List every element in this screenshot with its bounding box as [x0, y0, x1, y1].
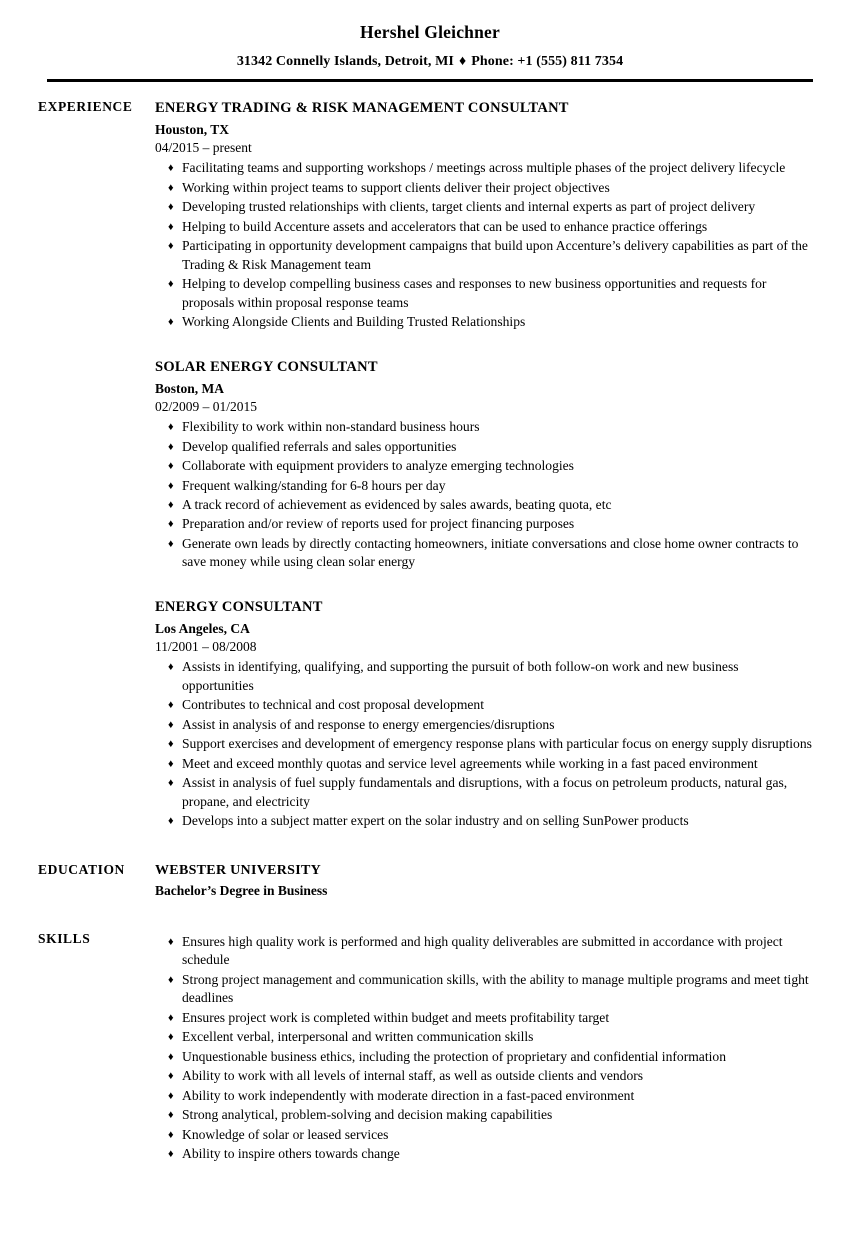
bullet-icon: ♦: [168, 537, 174, 550]
bullet-icon: ♦: [168, 181, 174, 194]
bullet-icon: ♦: [168, 316, 174, 329]
bullet-text: Strong analytical, problem-solving and decision making capabilities: [182, 1107, 553, 1123]
list-item: [155, 313, 812, 331]
bullet-icon: ♦: [168, 1089, 174, 1102]
bullet-icon: ♦: [168, 699, 174, 712]
list-item: [155, 218, 812, 236]
list-item: [155, 696, 812, 714]
bullet-text: Preparation and/or review of reports used for project financing purposes: [182, 516, 575, 532]
list-item: [155, 735, 812, 753]
bullet-icon: ♦: [168, 460, 174, 473]
resume-header: [0, 0, 860, 82]
section-education: [0, 862, 860, 900]
bullet-icon: ♦: [168, 1070, 174, 1083]
skills-content-column: [155, 931, 860, 1164]
bullet-text: Knowledge of solar or leased services: [182, 1126, 389, 1142]
bullet-text: Assists in identifying, qualifying, and supporting the pursuit of both follow-on work and new business opportunities: [182, 659, 739, 693]
job-dates: 02/2009 – 01/2015: [155, 398, 258, 414]
list-item: [155, 438, 812, 456]
bullet-icon: ♦: [168, 518, 174, 531]
list-item: [155, 1126, 812, 1144]
job-bullet-list: [155, 159, 812, 331]
list-item: [155, 179, 812, 197]
bullet-icon: ♦: [168, 815, 174, 828]
list-item: [155, 535, 812, 572]
bullet-text: Collaborate with equipment providers to analyze emerging technologies: [182, 458, 574, 474]
bullet-text: Ensures high quality work is performed and high quality deliverables are submitted in accordance with project schedule: [182, 933, 783, 968]
bullet-text: A track record of achievement as evidenced by sales awards, beating quota, etc: [182, 496, 612, 512]
job-title: ENERGY TRADING & RISK MANAGEMENT CONSULTANT: [155, 100, 569, 117]
bullet-text: Assist in analysis of fuel supply fundamentals and disruptions, with a focus on petroleum products, natural gas, propane, and electricity: [182, 775, 788, 809]
education-label-column: [0, 862, 155, 879]
diamond-separator-icon: ♦: [458, 54, 467, 70]
list-item: [155, 275, 812, 312]
bullet-text: Develops into a subject matter expert on the solar industry and on selling SunPower products: [182, 813, 689, 829]
education-school: WEBSTER UNIVERSITY: [155, 862, 322, 878]
list-item: [155, 496, 812, 514]
bullet-icon: ♦: [168, 201, 174, 214]
bullet-text: Ability to work independently with moderate direction in a fast-paced environment: [182, 1087, 635, 1103]
bullet-icon: ♦: [168, 240, 174, 253]
job-location: Boston, MA: [155, 380, 225, 396]
bullet-text: Excellent verbal, interpersonal and written communication skills: [182, 1029, 534, 1045]
list-item: [155, 418, 812, 436]
bullet-icon: ♦: [168, 220, 174, 233]
bullet-text: Facilitating teams and supporting workshops / meetings across multiple phases of the project delivery lifecycle: [182, 160, 786, 176]
experience-content-column: [155, 99, 860, 830]
experience-label-column: [0, 99, 155, 116]
job-location: Los Angeles, CA: [155, 620, 250, 636]
bullet-icon: ♦: [168, 1050, 174, 1063]
bullet-icon: ♦: [168, 162, 174, 175]
list-item: [155, 716, 812, 734]
bullet-text: Unquestionable business ethics, including the protection of proprietary and confidential information: [182, 1048, 726, 1064]
contact-line: [0, 54, 860, 70]
bullet-icon: ♦: [168, 757, 174, 770]
list-item: [155, 755, 812, 773]
list-item: [155, 812, 812, 830]
bullet-text: Contributes to technical and cost proposal development: [182, 697, 485, 713]
job-dates: 04/2015 – present: [155, 140, 252, 156]
section-label-skills: SKILLS: [38, 930, 91, 946]
bullet-text: Ability to work with all levels of internal staff, as well as outside clients and vendors: [182, 1068, 644, 1084]
list-item: [155, 658, 812, 695]
section-label-education: EDUCATION: [38, 861, 125, 877]
bullet-text: Participating in opportunity development campaigns that build upon Accenture’s delivery capabilities as part of the Trading & Risk Management team: [182, 238, 808, 272]
list-item: [155, 1087, 812, 1105]
section-label-experience: EXPERIENCE: [38, 99, 133, 115]
bullet-icon: ♦: [168, 479, 174, 492]
list-item: [155, 457, 812, 475]
list-item: [155, 1145, 812, 1163]
bullet-icon: ♦: [168, 738, 174, 751]
bullet-icon: ♦: [168, 421, 174, 434]
experience-job: [155, 99, 812, 332]
bullet-text: Ensures project work is completed within budget and meets profitability target: [182, 1009, 610, 1025]
experience-job: [155, 598, 812, 831]
list-item: [155, 1106, 812, 1124]
bullet-text: Assist in analysis of and response to energy emergencies/disruptions: [182, 716, 555, 732]
list-item: [155, 159, 812, 177]
contact-address: 31342 Connelly Islands, Detroit, MI: [236, 54, 454, 70]
bullet-text: Working within project teams to support clients deliver their project objectives: [182, 179, 610, 195]
skills-bullet-list: [155, 933, 812, 1164]
bullet-icon: ♦: [168, 973, 174, 986]
experience-job: [155, 358, 812, 572]
bullet-text: Frequent walking/standing for 6-8 hours per day: [182, 477, 446, 493]
list-item: [155, 774, 812, 811]
contact-phone: Phone: +1 (555) 811 7354: [471, 54, 624, 70]
bullet-text: Helping to build Accenture assets and accelerators that can be used to enhance practice offerings: [182, 218, 708, 234]
list-item: [155, 1028, 812, 1046]
list-item: [155, 1009, 812, 1027]
bullet-icon: ♦: [168, 278, 174, 291]
bullet-icon: ♦: [168, 935, 174, 948]
list-item: [155, 933, 812, 970]
bullet-icon: ♦: [168, 1148, 174, 1161]
education-degree: Bachelor’s Degree in Business: [155, 882, 328, 898]
bullet-icon: ♦: [168, 1128, 174, 1141]
list-item: [155, 237, 812, 274]
bullet-icon: ♦: [168, 440, 174, 453]
education-content-column: [155, 862, 860, 900]
section-experience: [0, 99, 860, 830]
bullet-icon: ♦: [168, 1011, 174, 1024]
job-bullet-list: [155, 418, 812, 572]
bullet-text: Generate own leads by directly contacting homeowners, initiate conversations and close home owner contracts to save money while using clean solar energy: [182, 535, 799, 570]
bullet-text: Flexibility to work within non-standard business hours: [182, 419, 480, 435]
job-dates: 11/2001 – 08/2008: [155, 638, 257, 654]
list-item: [155, 477, 812, 495]
list-item: [155, 198, 812, 216]
resume-body: [0, 82, 860, 1164]
bullet-text: Developing trusted relationships with clients, target clients and internal experts as part of project delivery: [182, 199, 756, 215]
job-location: Houston, TX: [155, 121, 230, 137]
list-item: [155, 971, 812, 1008]
bullet-icon: ♦: [168, 718, 174, 731]
section-skills: [0, 931, 860, 1164]
bullet-icon: ♦: [168, 661, 174, 674]
bullet-text: Strong project management and communication skills, with the ability to manage multiple programs and meet tight deadlines: [182, 971, 809, 1006]
list-item: [155, 515, 812, 533]
skills-label-column: [0, 931, 155, 948]
job-title: SOLAR ENERGY CONSULTANT: [155, 358, 378, 375]
job-title: ENERGY CONSULTANT: [155, 598, 323, 615]
list-item: [155, 1067, 812, 1085]
candidate-name: Hershel Gleichner: [360, 22, 500, 42]
bullet-text: Develop qualified referrals and sales opportunities: [182, 438, 457, 454]
bullet-text: Ability to inspire others towards change: [182, 1146, 400, 1162]
bullet-text: Working Alongside Clients and Building Trusted Relationships: [182, 314, 526, 330]
bullet-text: Helping to develop compelling business cases and responses to new business opportunities and requests for proposals within proposal response teams: [182, 276, 767, 310]
bullet-icon: ♦: [168, 1031, 174, 1044]
job-bullet-list: [155, 658, 812, 830]
bullet-text: Support exercises and development of emergency response plans with particular focus on energy supply disruptions: [182, 736, 812, 752]
list-item: [155, 1048, 812, 1066]
bullet-icon: ♦: [168, 498, 174, 511]
bullet-icon: ♦: [168, 777, 174, 790]
bullet-icon: ♦: [168, 1109, 174, 1122]
bullet-text: Meet and exceed monthly quotas and service level agreements while working in a fast paced environment: [182, 755, 758, 771]
